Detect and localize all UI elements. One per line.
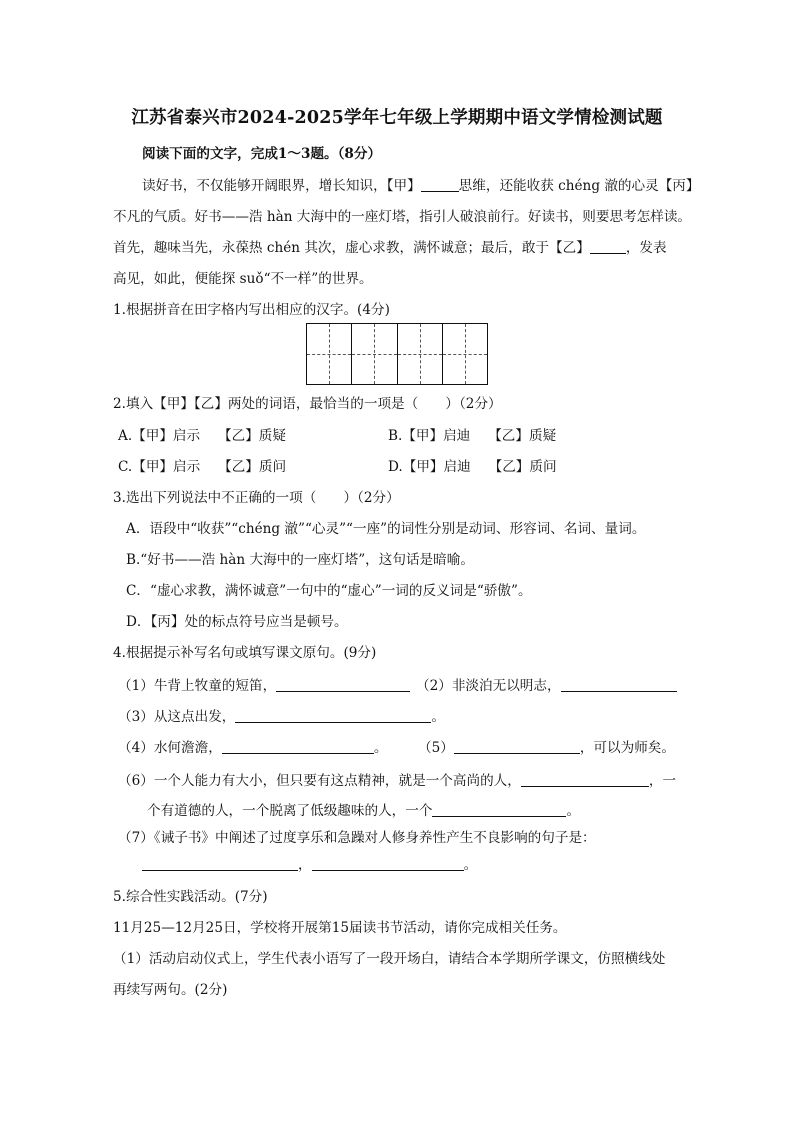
q3-option-b: B.“好书——浩 hàn 大海中的一座灯塔”，这句话是暗喻。 [126,552,474,568]
q4-item-1 [118,677,410,695]
item-text: ， [298,857,312,873]
item-text: （6）一个人能力有大小，但只要有这点精神，就是一个高尚的人， [118,773,521,789]
answer-blank [142,856,298,871]
passage-text: ，发表 [625,240,667,256]
passage-text: 思维，还能收获 chéng 澈的心灵【丙】 [458,178,700,194]
q4-item-7: （7）《诫子书》中阐述了过度享乐和急躁对人修身养性产生不良影响的句子是： [118,830,596,846]
grid-cell[interactable] [398,324,443,384]
page-title: 江苏省泰兴市2024-2025学年七年级上学期期中语文学情检测试题 [131,108,663,128]
question-1: 1.根据拼音在田字格内写出相应的汉字。(4分) [113,302,390,318]
q2-option-c: C.【甲】启示 【乙】质问 [118,459,287,475]
q2-option-a: A.【甲】启示 【乙】质疑 [118,428,286,444]
item-text: （3）从这点出发， [118,709,236,725]
q3-option-d: D．【丙】处的标点符号应当是顿号。 [126,614,348,630]
grid-cell[interactable] [307,324,352,384]
answer-blank [521,772,649,787]
section-instruction: 阅读下面的文字，完成1～3题。（8分） [142,146,382,162]
item-text: （2）非淡泊无以明志， [416,678,561,694]
q4-item-6 [118,772,676,790]
answer-blank [432,802,566,817]
passage-line-1 [142,177,700,195]
item-text: ，可以为师矣。 [579,740,675,756]
tianzige-grid[interactable] [306,323,488,385]
q4-item-3 [118,708,445,726]
item-text: （4）水何澹澹， [118,740,222,756]
grid-cell[interactable] [443,324,487,384]
passage-text: 读好书，不仅能够开阔眼界，增长知识，【甲】 [142,178,421,194]
item-text: （5） [418,740,454,756]
q5-sub-1: （1）活动启动仪式上，学生代表小语写了一段开场白，请结合本学期所学课文，仿照横线处 [113,951,666,967]
item-text: 。 [566,803,581,819]
q4-item-4 [118,739,387,757]
item-text: 。 [373,740,388,756]
question-2: 2.填入【甲】【乙】两处的词语，最恰当的一项是（ ）（2分） [113,396,502,412]
item-text: 个有道德的人，一个脱离了低级趣味的人，一个 [147,803,433,819]
item-text: 。 [463,857,478,873]
answer-blank [312,856,464,871]
passage-line-2: 不凡的气质。好书——浩 hàn 大海中的一座灯塔，指引人破浪前行。好读书，则要思考怎样读。 [113,209,692,225]
q3-option-a: A．语段中“收获”“chéng 澈”“心灵”“一座”的词性分别是动词、形容词、名词、量词。 [126,521,646,537]
answer-blank [590,239,626,254]
q5-intro: 11月25—12月25日，学校将开展第15届读书节活动，请你完成相关任务。 [113,920,567,936]
item-text: （1）牛背上牧童的短笛， [118,678,277,694]
answer-blank [454,739,580,754]
q4-item-5 [418,739,675,757]
q5-sub-1-cont: 再续写两句。(2分) [113,982,228,998]
grid-cell[interactable] [352,324,397,384]
item-text: 。 [431,709,445,725]
passage-line-4: 高见，如此，便能探 suǒ“不一样”的世界。 [113,271,373,287]
answer-blank [222,739,374,754]
answer-blank [276,677,410,692]
answer-blank [421,177,459,192]
question-5: 5.综合性实践活动。(7分) [113,889,268,905]
q4-item-6-cont [147,802,580,820]
q4-item-7-blanks [142,856,477,874]
q4-item-2 [416,677,677,695]
question-4: 4.根据提示补写名句或填写课文原句。(9分) [113,645,377,661]
answer-blank [235,708,431,723]
passage-text: 首先，趣味当先，永葆热 chén 其次，虚心求教，满怀诚意；最后，敢于【乙】 [113,240,590,256]
q2-option-d: D.【甲】启迪 【乙】质问 [388,459,557,475]
item-text: ，一 [648,773,677,789]
question-3: 3.选出下列说法中不正确的一项（ ）（2分） [113,490,400,506]
answer-blank [561,677,677,692]
q3-option-c: C．“虚心求教，满怀诚意”一句中的“虚心”一词的反义词是“骄傲”。 [126,583,532,599]
passage-line-3 [113,239,667,257]
q2-option-b: B.【甲】启迪 【乙】质疑 [388,428,557,444]
